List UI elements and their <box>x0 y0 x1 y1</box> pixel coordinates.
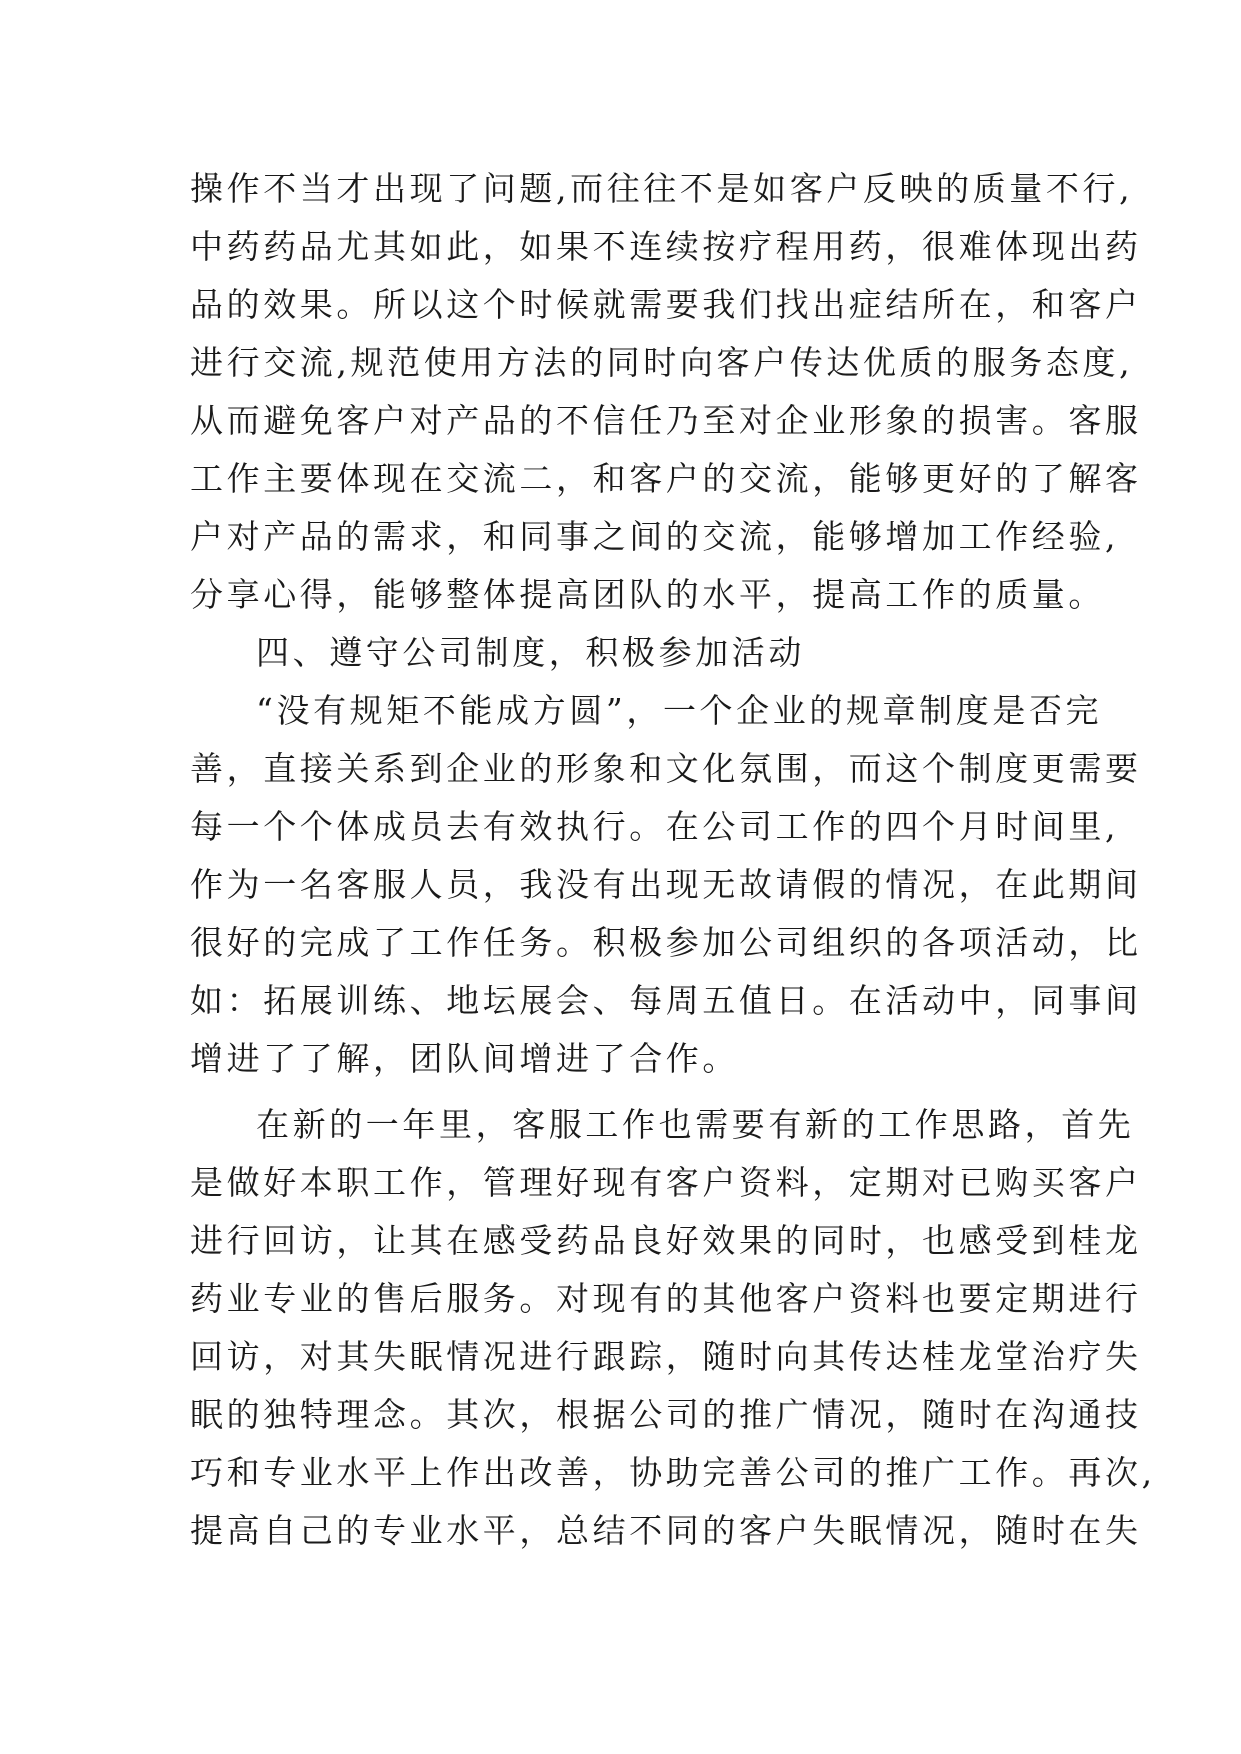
text-line: 很好的完成了工作任务。积极参加公司组织的各项活动，比 <box>190 923 1142 962</box>
paragraph-gap <box>190 1088 1090 1096</box>
text-line: 分享心得，能够整体提高团队的水平，提高工作的质量。 <box>190 575 1105 614</box>
text-line: 药业专业的售后服务。对现有的其他客户资料也要定期进行 <box>190 1279 1142 1318</box>
text-line: 作为一名客服人员，我没有出现无故请假的情况，在此期间 <box>190 865 1142 904</box>
text-line: 进行交流,规范使用方法的同时向客户传达优质的服务态度, <box>190 343 1134 382</box>
text-line: 户对产品的需求，和同事之间的交流，能够增加工作经验, <box>190 517 1120 556</box>
text-line: “没有规矩不能成方圆”，一个企业的规章制度是否完 <box>256 691 1103 730</box>
text-line: 如：拓展训练、地坛展会、每周五值日。在活动中，同事间 <box>190 981 1142 1020</box>
text-line: 每一个个体成员去有效执行。在公司工作的四个月时间里, <box>190 807 1120 846</box>
text-line: 操作不当才出现了问题,而往往不是如客户反映的质量不行, <box>190 169 1134 208</box>
paragraph-2 <box>190 682 1142 1088</box>
text-line: 是做好本职工作，管理好现有客户资料，定期对已购买客户 <box>190 1163 1142 1202</box>
text-line: 提高自己的专业水平，总结不同的客户失眠情况，随时在失 <box>190 1511 1142 1550</box>
text-line: 进行回访，让其在感受药品良好效果的同时，也感受到桂龙 <box>190 1221 1142 1260</box>
text-line: 工作主要体现在交流二，和客户的交流，能够更好的了解客 <box>190 459 1142 498</box>
paragraph-1 <box>190 160 1142 624</box>
paragraph-3 <box>190 1096 1156 1560</box>
document-body <box>190 160 1156 1560</box>
text-line: 眠的独特理念。其次，根据公司的推广情况，随时在沟通技 <box>190 1395 1142 1434</box>
text-line: 增进了了解，团队间增进了合作。 <box>190 1039 739 1078</box>
text-line: 善，直接关系到企业的形象和文化氛围，而这个制度更需要 <box>190 749 1142 788</box>
text-line: 巧和专业水平上作出改善，协助完善公司的推广工作。再次, <box>190 1453 1156 1492</box>
text-line: 从而避免客户对产品的不信任乃至对企业形象的损害。客服 <box>190 401 1142 440</box>
text-line: 在新的一年里，客服工作也需要有新的工作思路，首先 <box>256 1105 1135 1144</box>
section-heading: 四、遵守公司制度，积极参加活动 <box>256 633 805 672</box>
text-line: 中药药品尤其如此，如果不连续按疗程用药，很难体现出药 <box>190 227 1142 266</box>
text-line: 回访，对其失眠情况进行跟踪，随时向其传达桂龙堂治疗失 <box>190 1337 1142 1376</box>
text-line: 品的效果。所以这个时候就需要我们找出症结所在，和客户 <box>190 285 1142 324</box>
